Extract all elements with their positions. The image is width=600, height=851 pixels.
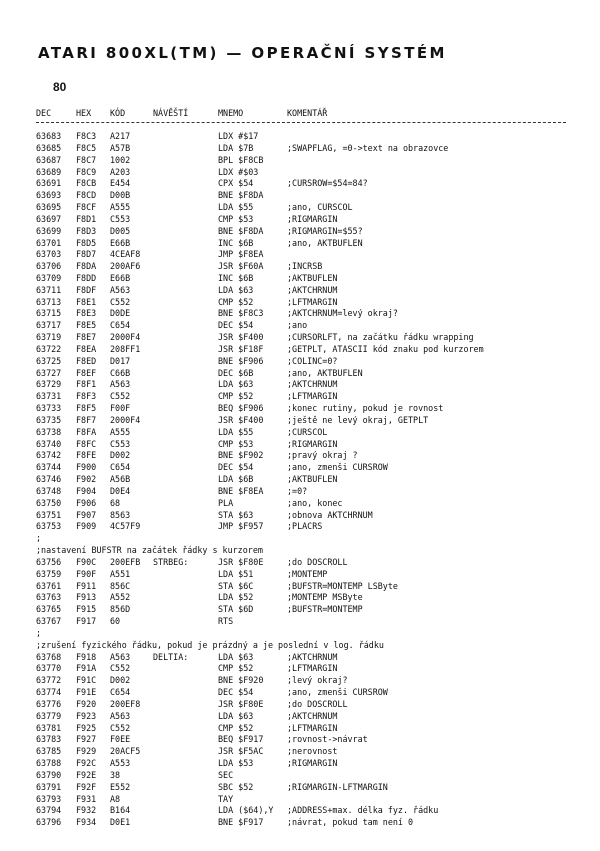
mnemonic: BEQ $F917 [218,734,264,745]
address-hex: F8C5 [76,142,97,153]
address-decimal: 63791 [36,781,62,792]
address-hex: F8CF [76,202,97,212]
machine-code: A555 [110,426,131,437]
machine-code: C66B [110,367,131,378]
machine-code: 1002 [110,154,131,165]
comment: ;LFTMARGIN [287,391,338,402]
mnemonic: STA $63 [218,509,254,520]
address-hex: F923 [76,710,97,721]
address-hex: F8D7 [76,249,97,260]
machine-code: 60 [110,616,121,626]
comment: ;RIGMARGIN=$55? [287,225,363,236]
comment: ;rovnost->návrat [287,734,368,745]
address-hex: F8FC [76,438,97,449]
comment: ;AKTCHRNUM [287,710,338,721]
address-hex: F91E [76,687,97,697]
mnemonic: LDA $63 [218,710,254,721]
comment: ;AKTCHRNUM [287,379,338,390]
address-decimal: 63703 [36,249,62,260]
machine-code: D002 [110,675,131,686]
comment-text: ; [36,533,42,544]
address-hex: F902 [76,474,97,485]
mnemonic: LDA $63 [218,379,254,390]
machine-code: A8 [110,793,121,804]
comment: ;LFTMARGIN [287,296,338,307]
machine-code: B164 [110,805,131,816]
mnemonic: STA $6C [218,580,254,591]
address-hex: F8E1 [76,296,97,307]
address-decimal: 63709 [36,273,62,283]
machine-code: A563 [110,284,131,295]
address-decimal: 63693 [36,190,62,201]
address-decimal: 63713 [36,296,62,307]
address-decimal: 63767 [36,616,62,626]
machine-code: A555 [110,202,131,212]
machine-code: C552 [110,663,131,674]
address-decimal: 63735 [36,414,62,425]
address-decimal: 63711 [36,284,62,295]
address-hex: F917 [76,616,97,626]
comment: ;ano, CURSCOL [287,202,353,212]
mnemonic: LDA ($64),Y [218,805,274,816]
comment: ;ano, zmenši CURSROW [287,462,388,473]
mnemonic: INC $6B [218,273,254,283]
address-decimal: 63733 [36,403,62,414]
address-hex: F8EA [76,343,97,354]
machine-code: C552 [110,722,131,733]
comment: ;do DOSCROLL [287,698,348,709]
address-hex: F929 [76,746,97,757]
address-decimal: 63788 [36,758,62,768]
address-hex: F8F7 [76,414,97,425]
address-hex: F8D5 [76,237,97,248]
address-decimal: 63774 [36,687,62,697]
label: DELTIA: [153,651,189,662]
address-hex: F90F [76,568,97,579]
address-decimal: 63740 [36,438,62,449]
mnemonic: BNE $F906 [218,355,264,366]
mnemonic: DEC $54 [218,462,254,473]
machine-code: A551 [110,568,131,579]
mnemonic: CMP $52 [218,296,254,307]
address-hex: F904 [76,485,97,496]
mnemonic: STA $6D [218,604,254,615]
column-header-hex: HEX [76,108,92,118]
mnemonic: BNE $F8DA [218,225,264,236]
machine-code: 856C [110,580,131,591]
machine-code: E552 [110,781,131,792]
address-decimal: 63770 [36,663,62,674]
address-hex: F932 [76,805,97,816]
address-decimal: 63748 [36,485,62,496]
address-hex: F909 [76,521,97,532]
mnemonic: CMP $52 [218,663,254,674]
address-decimal: 63756 [36,556,62,567]
address-decimal: 63738 [36,426,62,437]
address-decimal: 63790 [36,769,62,780]
comment: ;pravý okraj ? [287,450,358,461]
machine-code: 2000F4 [110,332,141,343]
comment-text: ;nastavení BUFSTR na začátek řádky s kurzorem [36,545,263,555]
mnemonic: LDX #$03 [218,166,259,177]
comment: ;BUFSTR=MONTEMP [287,604,363,615]
machine-code: E66B [110,237,131,248]
address-hex: F92C [76,758,97,768]
machine-code: C553 [110,438,131,449]
address-hex: F934 [76,817,97,828]
mnemonic: JSR $F80E [218,698,264,709]
mnemonic: LDX #$17 [218,131,259,141]
comment: ;ano [287,320,308,331]
address-hex: F90C [76,556,97,567]
address-hex: F8D3 [76,225,97,236]
machine-code: C654 [110,687,131,697]
machine-code: 200EFB [110,556,141,567]
machine-code: A552 [110,592,131,603]
address-decimal: 63776 [36,698,62,709]
comment: ;AKTBUFLEN [287,474,338,485]
page-number: 80 [53,80,67,94]
mnemonic: LDA $63 [218,651,254,662]
address-hex: F915 [76,604,97,615]
address-decimal: 63727 [36,367,62,378]
address-hex: F931 [76,793,97,804]
mnemonic: LDA $63 [218,284,254,295]
address-hex: F8DA [76,261,97,272]
address-hex: F907 [76,509,97,520]
address-hex: F92F [76,781,97,792]
mnemonic: INC $6B [218,237,254,248]
machine-code: C552 [110,391,131,402]
mnemonic: CMP $52 [218,722,254,733]
comment: ;COLINC=0? [287,355,338,366]
comment-text: ; [36,627,42,638]
address-decimal: 63691 [36,178,62,189]
column-header-dec: DEC [36,108,52,118]
mnemonic: JSR $F80E [218,556,264,567]
address-hex: F8D1 [76,213,97,224]
address-hex: F8C9 [76,166,97,177]
address-decimal: 63793 [36,793,62,804]
mnemonic: JSR $F60A [218,261,264,272]
machine-code: A203 [110,166,131,177]
comment: ;CURSORLFT, na začátku řádku wrapping [287,332,474,343]
machine-code: D0E1 [110,817,131,828]
machine-code: A553 [110,758,131,768]
mnemonic: BNE $F902 [218,450,264,461]
comment: ;nerovnost [287,746,338,757]
column-header-navesti: NÁVĚŠTÍ [153,108,189,118]
comment: ;AKTCHRNUM [287,651,338,662]
machine-code: F0EE [110,734,131,745]
address-decimal: 63695 [36,202,62,212]
column-header-komentar: KOMENTÁŘ [287,108,328,118]
address-hex: F91A [76,663,97,674]
comment: ;ADDRESS+max. délka fyz. řádku [287,805,439,816]
comment: ;MONTEMP MSByte [287,592,363,603]
address-hex: F91C [76,675,97,686]
machine-code: A563 [110,651,131,662]
address-hex: F8E3 [76,308,97,319]
address-decimal: 63781 [36,722,62,733]
address-hex: F8DD [76,273,97,283]
machine-code: C654 [110,462,131,473]
address-hex: F8C7 [76,154,97,165]
machine-code: 4C57F9 [110,521,141,532]
page-title: ATARI 800XL(TM) — OPERAČNÍ SYSTÉM [38,44,447,62]
machine-code: D005 [110,225,131,236]
mnemonic: BEQ $F906 [218,403,264,414]
address-hex: F8E7 [76,332,97,343]
column-header-row [0,108,328,119]
mnemonic: LDA $55 [218,426,254,437]
mnemonic: DEC $6B [218,367,254,378]
comment-text: ;zrušení fyzického řádku, pokud je prázdný a je poslední v log. řádku [36,639,384,650]
address-decimal: 63685 [36,142,62,153]
address-decimal: 63715 [36,308,62,319]
address-decimal: 63761 [36,580,62,591]
comment: ;RIGMARGIN [287,213,338,224]
machine-code: A563 [110,379,131,390]
address-decimal: 63699 [36,225,62,236]
machine-code: 68 [110,497,121,508]
address-decimal: 63722 [36,343,62,354]
comment: ;=0? [287,485,308,496]
address-decimal: 63683 [36,131,62,141]
mnemonic: CMP $53 [218,438,254,449]
machine-code: 200AF6 [110,261,141,272]
column-header-kod: KÓD [110,108,126,118]
header-divider [36,122,566,123]
address-decimal: 63753 [36,521,62,532]
comment: ;levý okraj? [287,675,348,686]
machine-code: A57B [110,142,131,153]
machine-code: A217 [110,131,131,141]
comment: ;AKTCHRNUM [287,284,338,295]
mnemonic: TAY [218,793,234,804]
mnemonic: BNE $F917 [218,817,264,828]
machine-code: C552 [110,296,131,307]
address-hex: F920 [76,698,97,709]
machine-code: 856D [110,604,131,615]
address-hex: F911 [76,580,97,591]
comment: ;ano, AKTBUFLEN [287,237,363,248]
machine-code: A563 [110,710,131,721]
machine-code: 200EF8 [110,698,141,709]
comment: ;konec rutiny, pokud je rovnost [287,403,444,414]
machine-code: 2000F4 [110,414,141,425]
address-decimal: 63785 [36,746,62,757]
address-decimal: 63697 [36,213,62,224]
address-decimal: 63701 [36,237,62,248]
address-decimal: 63768 [36,651,62,662]
address-hex: F8CB [76,178,97,189]
machine-code: D002 [110,450,131,461]
comment: ;ano, AKTBUFLEN [287,367,363,378]
mnemonic: BNE $F920 [218,675,264,686]
address-hex: F8FE [76,450,97,461]
mnemonic: DEC $54 [218,320,254,331]
machine-code: 4CEAF8 [110,249,141,260]
machine-code: 8563 [110,509,131,520]
address-decimal: 63783 [36,734,62,745]
address-decimal: 63746 [36,474,62,485]
comment: ;RIGMARGIN [287,438,338,449]
comment: ;LFTMARGIN [287,663,338,674]
mnemonic: BNE $F8EA [218,485,264,496]
address-decimal: 63687 [36,154,62,165]
address-hex: F8ED [76,355,97,366]
comment: ;CURSCOL [287,426,328,437]
machine-code: F00F [110,403,131,414]
mnemonic: JMP $F8EA [218,249,264,260]
machine-code: D0DE [110,308,131,319]
comment: ;ještě ne levý okraj, GETPLT [287,414,429,425]
address-decimal: 63742 [36,450,62,461]
mnemonic: LDA $6B [218,474,254,485]
address-decimal: 63725 [36,355,62,366]
address-decimal: 63729 [36,379,62,390]
machine-code: 38 [110,769,121,780]
address-hex: F8F3 [76,391,97,402]
mnemonic: CMP $52 [218,391,254,402]
address-decimal: 63751 [36,509,62,520]
mnemonic: LDA $53 [218,758,254,768]
address-decimal: 63744 [36,462,62,473]
address-hex: F92E [76,769,97,780]
address-decimal: 63689 [36,166,62,177]
comment: ;ano, zmenši CURSROW [287,687,388,697]
address-decimal: 63796 [36,817,62,828]
comment: ;ano, konec [287,497,343,508]
address-decimal: 63772 [36,675,62,686]
address-decimal: 63731 [36,391,62,402]
address-hex: F900 [76,462,97,473]
mnemonic: CPX $54 [218,178,254,189]
mnemonic: SBC $52 [218,781,254,792]
machine-code: C553 [110,213,131,224]
comment: ;návrat, pokud tam není 0 [287,817,414,828]
address-decimal: 63750 [36,497,62,508]
comment: ;MONTEMP [287,568,328,579]
comment: ;AKTBUFLEN [287,273,338,283]
comment: ;do DOSCROLL [287,556,348,567]
address-decimal: 63717 [36,320,62,331]
mnemonic: BNE $F8C3 [218,308,264,319]
comment: ;INCRSB [287,261,323,272]
address-decimal: 63779 [36,710,62,721]
mnemonic: RTS [218,616,234,626]
machine-code: 20ACF5 [110,746,141,757]
comment: ;obnova AKTCHRNUM [287,509,373,520]
machine-code: D0E4 [110,485,131,496]
address-hex: F8F1 [76,379,97,390]
comment: ;BUFSTR=MONTEMP LSByte [287,580,398,591]
address-decimal: 63763 [36,592,62,603]
mnemonic: JMP $F957 [218,521,264,532]
address-hex: F8DF [76,284,97,295]
machine-code: C654 [110,320,131,331]
label: STRBEG: [153,556,189,567]
comment: ;AKTCHRNUM=levý okraj? [287,308,398,319]
address-hex: F8FA [76,426,97,437]
comment: ;PLACRS [287,521,323,532]
mnemonic: JSR $F18F [218,343,264,354]
address-hex: F927 [76,734,97,745]
mnemonic: BPL $F8CB [218,154,264,165]
address-decimal: 63759 [36,568,62,579]
comment: ;RIGMARGIN-LFTMARGIN [287,781,388,792]
machine-code: 208FF1 [110,343,141,354]
machine-code: A56B [110,474,131,485]
address-hex: F906 [76,497,97,508]
address-decimal: 63719 [36,332,62,343]
mnemonic: DEC $54 [218,687,254,697]
address-hex: F8EF [76,367,97,378]
mnemonic: LDA $55 [218,202,254,212]
mnemonic: SEC [218,769,234,780]
comment: ;RIGMARGIN [287,758,338,768]
mnemonic: JSR $F5AC [218,746,264,757]
machine-code: D017 [110,355,131,366]
machine-code: E66B [110,273,131,283]
machine-code: D00B [110,190,131,201]
address-hex: F8F5 [76,403,97,414]
address-decimal: 63706 [36,261,62,272]
mnemonic: LDA $7B [218,142,254,153]
address-decimal: 63765 [36,604,62,615]
address-hex: F8CD [76,190,97,201]
address-hex: F8E5 [76,320,97,331]
mnemonic: LDA $51 [218,568,254,579]
mnemonic: BNE $F8DA [218,190,264,201]
address-hex: F918 [76,651,97,662]
mnemonic: PLA [218,497,234,508]
comment: ;SWAPFLAG, =0->text na obrazovce [287,142,449,153]
machine-code: E454 [110,178,131,189]
comment: ;GETPLT, ATASCII kód znaku pod kurzorem [287,343,484,354]
mnemonic: JSR $F400 [218,414,264,425]
mnemonic: JSR $F400 [218,332,264,343]
address-decimal: 63794 [36,805,62,816]
address-hex: F8C3 [76,131,97,141]
address-hex: F925 [76,722,97,733]
address-hex: F913 [76,592,97,603]
column-header-mnemo: MNEMO [218,108,244,118]
comment: ;LFTMARGIN [287,722,338,733]
comment: ;CURSROW=$54=84? [287,178,368,189]
mnemonic: CMP $53 [218,213,254,224]
mnemonic: LDA $52 [218,592,254,603]
